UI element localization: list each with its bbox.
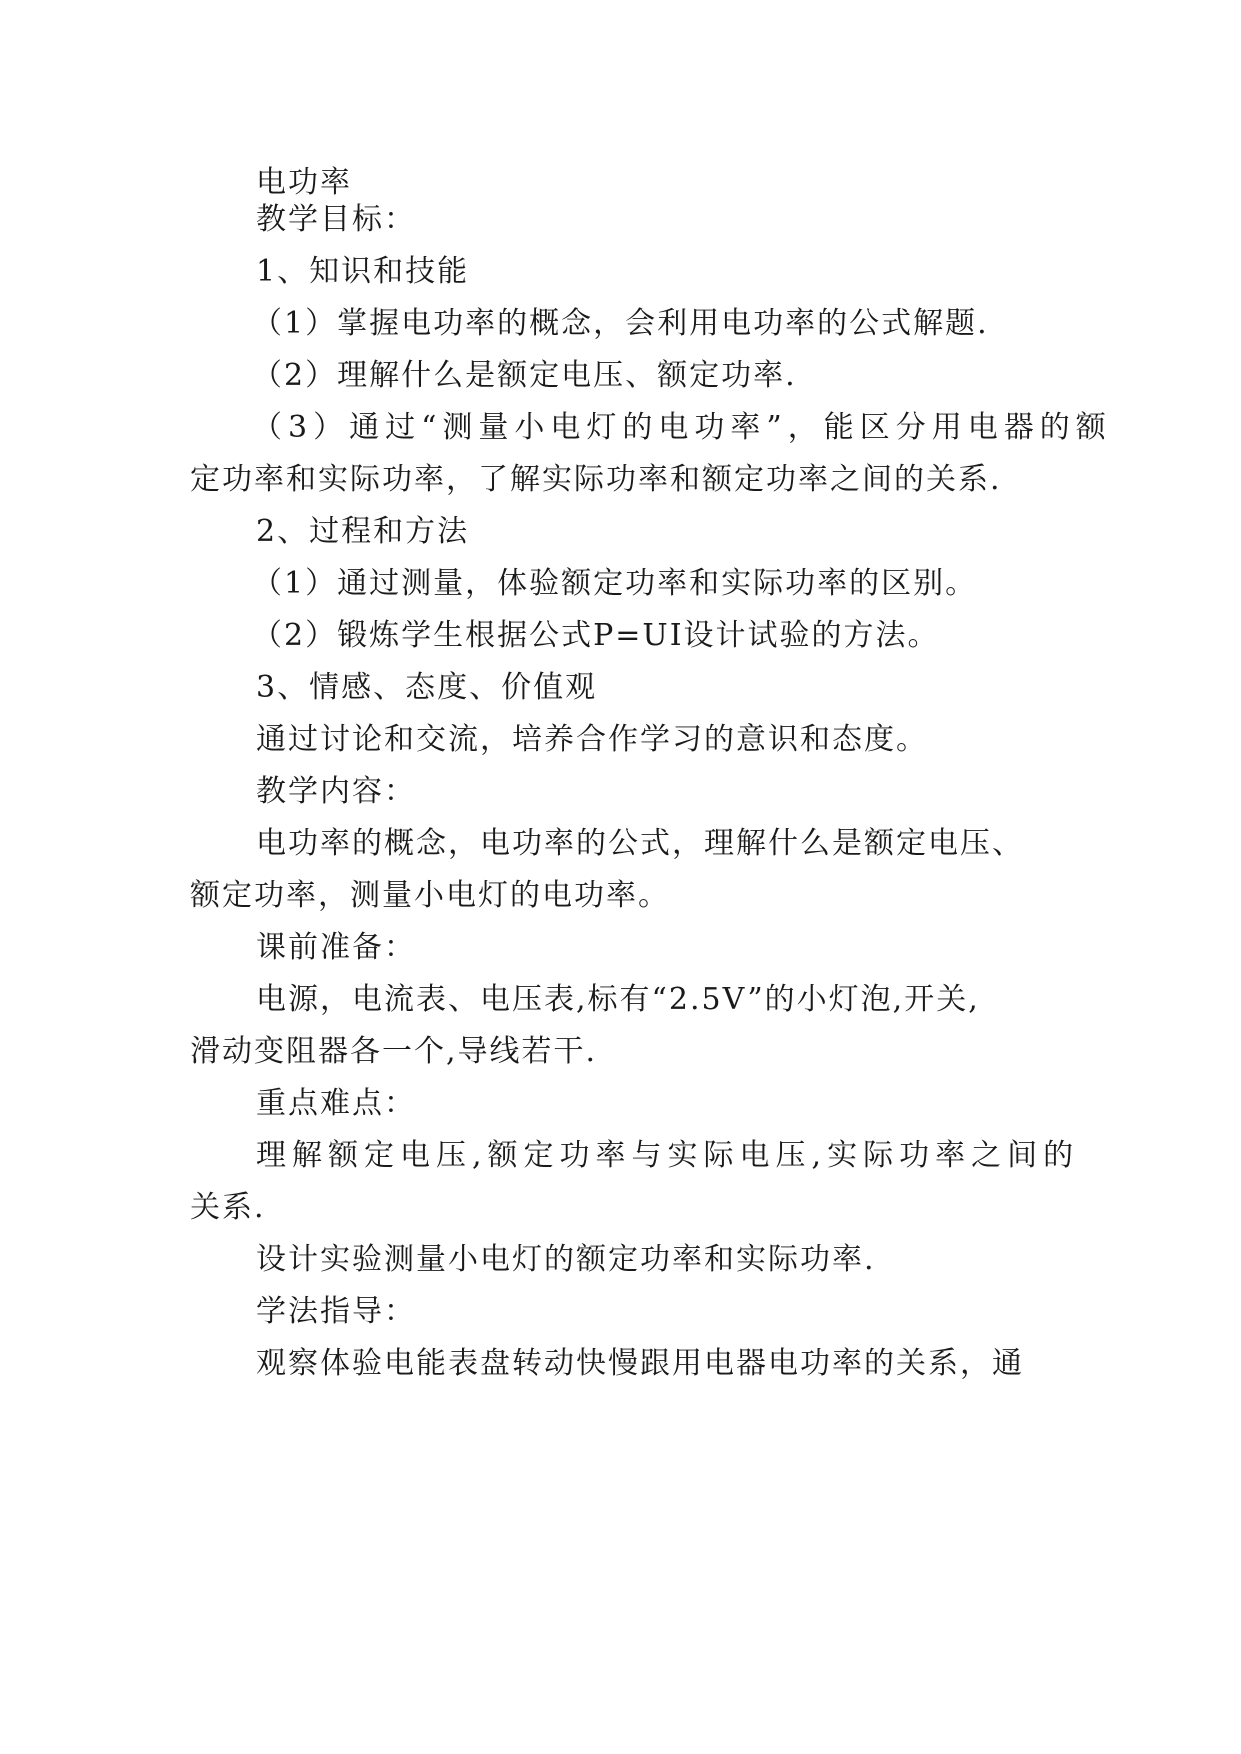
list-item: （2）锻炼学生根据公式P=UI设计试验的方法。 — [252, 618, 940, 653]
list-item: （3）通过“测量小电灯的电功率”，能区分用电器的额 — [252, 410, 1112, 445]
paragraph: 观察体验电能表盘转动快慢跟用电器电功率的关系，通 — [256, 1346, 1024, 1381]
section-heading-content: 教学内容： — [256, 774, 416, 809]
paragraph: 电功率的概念，电功率的公式，理解什么是额定电压、 — [256, 826, 1024, 861]
paragraph: 设计实验测量小电灯的额定功率和实际功率. — [256, 1242, 876, 1277]
subsection-heading-process: 2、过程和方法 — [256, 514, 470, 549]
paragraph-continuation: 滑动变阻器各一个,导线若干. — [190, 1034, 598, 1069]
list-item: （2）理解什么是额定电压、额定功率. — [252, 358, 797, 393]
paragraph-continuation: 额定功率，测量小电灯的电功率。 — [190, 878, 670, 913]
paragraph-continuation: 定功率和实际功率，了解实际功率和额定功率之间的关系. — [190, 462, 1002, 497]
document-title: 电功率 — [256, 165, 352, 200]
paragraph: 电源，电流表、电压表,标有“2.5V”的小灯泡,开关, — [256, 982, 980, 1017]
section-heading-objectives: 教学目标： — [256, 202, 416, 237]
subsection-heading-knowledge: 1、知识和技能 — [256, 254, 470, 289]
section-heading-preparation: 课前准备： — [256, 930, 416, 965]
paragraph-continuation: 关系. — [190, 1190, 266, 1225]
section-heading-key-points: 重点难点： — [256, 1086, 416, 1121]
paragraph: 通过讨论和交流，培养合作学习的意识和态度。 — [256, 722, 928, 757]
section-heading-method: 学法指导： — [256, 1294, 416, 1329]
list-item: （1）通过测量，体验额定功率和实际功率的区别。 — [252, 566, 978, 601]
list-item: （1）掌握电功率的概念，会利用电功率的公式解题. — [252, 306, 989, 341]
subsection-heading-attitude: 3、情感、态度、价值观 — [256, 670, 598, 705]
paragraph: 理解额定电压,额定功率与实际电压,实际功率之间的 — [256, 1138, 1080, 1173]
